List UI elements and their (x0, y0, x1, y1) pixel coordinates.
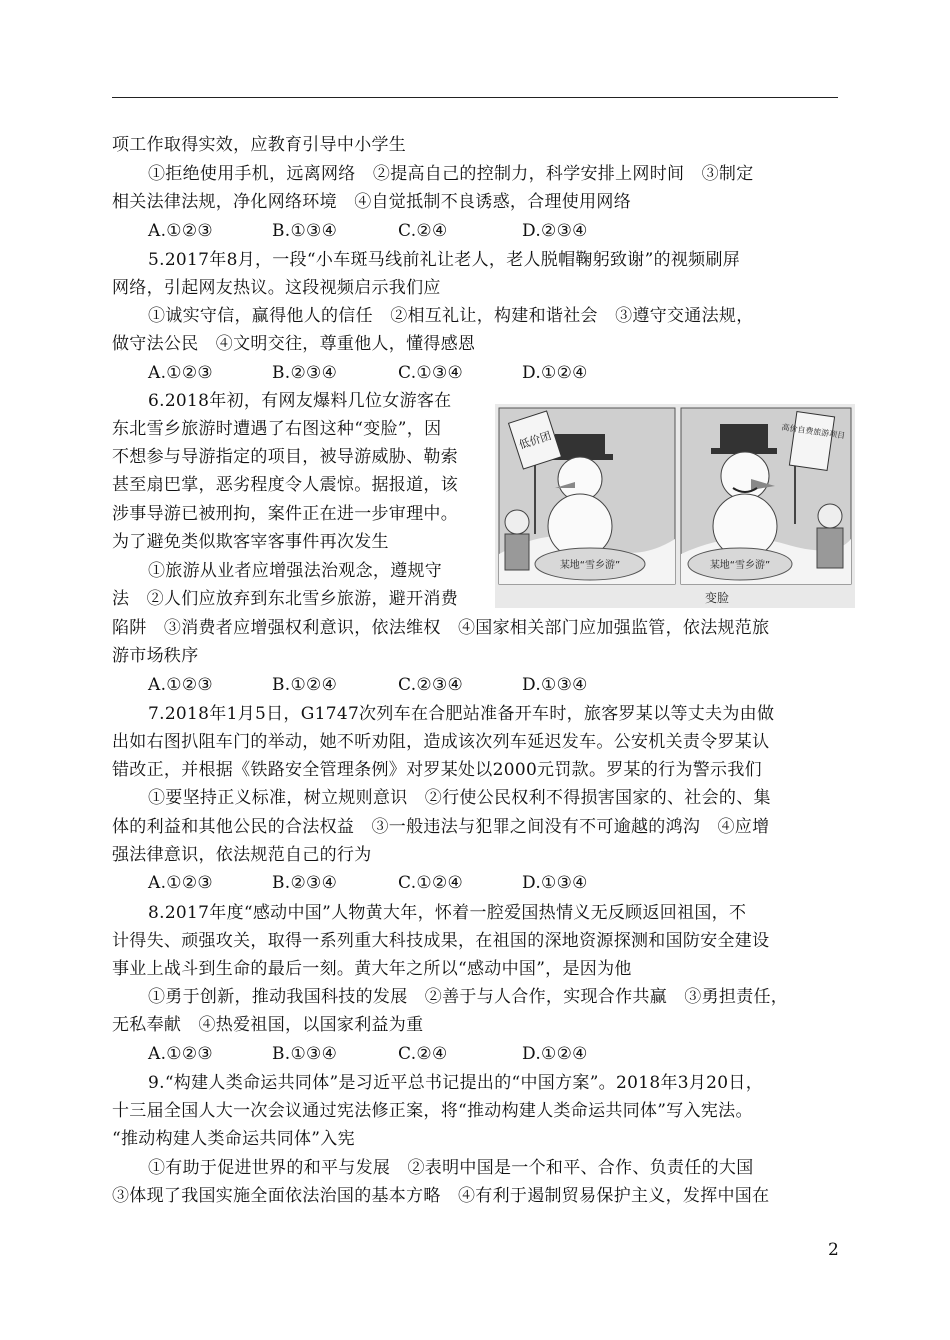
text-line: 东北雪乡旅游时遭遇了右图这种“变脸”，因 (112, 419, 442, 439)
answer-option: A.①②③ (148, 873, 213, 893)
text-line: 9.“构建人类命运共同体”是习近平总书记提出的“中国方案”。2018年3月20日， (148, 1073, 763, 1093)
right-sign-text: 某地“雪乡游” (709, 560, 771, 571)
text-line: 5.2017年8月，一段“小车斑马线前礼让老人，老人脱帽鞠躬致谢”的视频刷屏 (148, 250, 741, 270)
text-line: 6.2018年初，有网友爆料几位女游客在 (148, 391, 452, 411)
right-flag-text: 高价自费旅游项目 (781, 422, 846, 441)
text-line: 网络，引起网友热议。这段视频启示我们应 (112, 278, 441, 298)
left-sign-text: 某地“雪乡游” (559, 560, 621, 571)
right-panel (681, 408, 851, 584)
answer-option: C.①②④ (398, 873, 464, 893)
text-line: 计得失、顽强攻关，取得一系列重大科技成果，在祖国的深地资源探测和国防安全建设 (112, 931, 770, 951)
answer-option: B.②③④ (272, 873, 338, 893)
text-line: ③体现了我国实施全面依法治国的基本方略 ④有利于遏制贸易保护主义，发挥中国在 (112, 1186, 770, 1206)
answer-option: D.①③④ (522, 873, 588, 893)
answer-option: D.②③④ (522, 221, 588, 241)
text-line: ①旅游从业者应增强法治观念，遵规守 (148, 561, 443, 581)
text-line: 游市场秩序 (112, 646, 199, 666)
text-line: 涉事导游已被刑拘，案件正在进一步审理中。 (112, 504, 458, 524)
answer-option: D.①②④ (522, 1044, 588, 1064)
answer-option: C.②④ (398, 221, 448, 241)
text-line: ①勇于创新，推动我国科技的发展 ②善于与人合作，实现合作共赢 ③勇担责任， (148, 987, 789, 1007)
text-line: 7.2018年1月5日，G1747次列车在合肥站准备开车时，旅客罗某以等丈夫为由做 (148, 704, 775, 724)
answer-option: A.①②③ (148, 221, 213, 241)
answer-option: B.①②④ (272, 675, 338, 695)
text-line: ①诚实守信，赢得他人的信任 ②相互礼让，构建和谐社会 ③遵守交通法规， (148, 306, 754, 326)
text-line: 相关法律法规，净化网络环境 ④自觉抵制不良诱惑，合理使用网络 (112, 192, 631, 212)
text-line: 做守法公民 ④文明交往，尊重他人，懂得感恩 (112, 334, 476, 354)
answer-option: B.①③④ (272, 221, 338, 241)
answer-option: A.①②③ (148, 1044, 213, 1064)
answer-option: A.①②③ (148, 675, 213, 695)
text-line: 事业上战斗到生命的最后一刻。黄大年之所以“感动中国”，是因为他 (112, 959, 632, 979)
header-rule (112, 97, 838, 98)
left-panel (499, 408, 675, 584)
left-flag-text: 低价团 (517, 429, 553, 452)
cartoon-figure (495, 404, 855, 608)
answer-option: B.①③④ (272, 1044, 338, 1064)
text-line: 为了避免类似欺客宰客事件再次发生 (112, 532, 389, 552)
answer-option: D.①②④ (522, 363, 588, 383)
text-line: 不想参与导游指定的项目，被导游威胁、勒索 (112, 447, 458, 467)
answer-option: C.②③④ (398, 675, 464, 695)
text-line: 强法律意识，依法规范自己的行为 (112, 845, 372, 865)
text-line: 甚至扇巴掌，恶劣程度令人震惊。据报道，该 (112, 475, 458, 495)
answer-option: B.②③④ (272, 363, 338, 383)
page-number: 2 (828, 1240, 839, 1260)
text-line: 8.2017年度“感动中国”人物黄大年，怀着一腔爱国热情义无反顾返回祖国，不 (148, 903, 747, 923)
text-line: 无私奉献 ④热爱祖国，以国家利益为重 (112, 1015, 424, 1035)
answer-option: C.①③④ (398, 363, 464, 383)
answer-option: D.①③④ (522, 675, 588, 695)
text-line: 法 ②人们应放弃到东北雪乡旅游，避开消费 (112, 589, 458, 609)
text-line: 陷阱 ③消费者应增强权利意识，依法维权 ④国家相关部门应加强监管，依法规范旅 (112, 618, 770, 638)
answer-option: A.①②③ (148, 363, 213, 383)
text-line: 项工作取得实效，应教育引导中小学生 (112, 135, 407, 155)
text-line: 体的利益和其他公民的合法权益 ③一般违法与犯罪之间没有不可逾越的鸿沟 ④应增 (112, 817, 770, 837)
text-line: 错改正，并根据《铁路安全管理条例》对罗某处以2000元罚款。罗某的行为警示我们 (112, 760, 762, 780)
snowman-hat-icon (555, 434, 605, 456)
figure-caption: 变脸 (704, 591, 730, 605)
text-line: ①拒绝使用手机，远离网络 ②提高自己的控制力，科学安排上网时间 ③制定 (148, 164, 754, 184)
text-line: 十三届全国人大一次会议通过宪法修正案，将“推动构建人类命运共同体”写入宪法。 (112, 1101, 753, 1121)
text-line: ①有助于促进世界的和平与发展 ②表明中国是一个和平、合作、负责任的大国 (148, 1158, 754, 1178)
answer-option: C.②④ (398, 1044, 448, 1064)
text-line: “推动构建人类命运共同体”入宪 (112, 1129, 355, 1149)
text-line: ①要坚持正义标准，树立规则意识 ②行使公民权利不得损害国家的、社会的、集 (148, 788, 771, 808)
text-line: 出如右图扒阻车门的举动，她不听劝阻，造成该次列车延迟发车。公安机关责令罗某认 (112, 732, 770, 752)
